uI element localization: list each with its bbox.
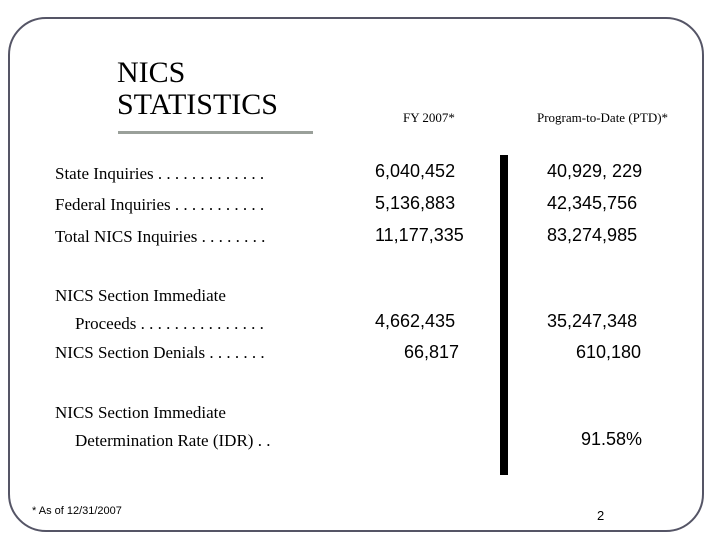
page-title	[117, 57, 278, 121]
row-fy-total: 11,177,335	[375, 225, 464, 245]
slide-frame	[8, 17, 704, 532]
idr-label-line-2: Determination Rate (IDR) . .	[75, 431, 271, 450]
denials-label: NICS Section Denials . . . . . . .	[55, 343, 265, 362]
row-label-federal: Federal Inquiries . . . . . . . . . . .	[55, 195, 265, 214]
denials-ptd: 610,180	[576, 342, 642, 362]
row-label-state: State Inquiries . . . . . . . . . . . . .	[55, 164, 265, 183]
proceeds-label-line-1: NICS Section Immediate	[55, 286, 226, 305]
denials-fy: 66,817	[404, 342, 460, 362]
proceeds-ptd: 35,247,348	[547, 311, 638, 331]
row-ptd-total: 83,274,985	[547, 225, 638, 245]
title-underline	[118, 131, 313, 134]
title-line-1: NICS	[117, 56, 186, 89]
page-number: 2	[597, 508, 605, 523]
idr-label-line-1: NICS Section Immediate	[55, 403, 226, 422]
column-header-fy: FY 2007*	[403, 110, 455, 125]
row-fy-federal: 5,136,883	[375, 193, 456, 213]
idr-ptd: 91.58%	[581, 429, 643, 449]
proceeds-fy: 4,662,435	[375, 311, 456, 331]
title-line-2: STATISTICS	[117, 88, 278, 121]
row-ptd-federal: 42,345,756	[547, 193, 638, 213]
row-fy-state: 6,040,452	[375, 161, 456, 181]
column-header-ptd: Program-to-Date (PTD)*	[537, 110, 669, 125]
footnote: * As of 12/31/2007	[32, 505, 122, 517]
proceeds-label-line-2: Proceeds . . . . . . . . . . . . . . .	[75, 314, 264, 333]
row-label-total: Total NICS Inquiries . . . . . . . .	[55, 227, 266, 246]
column-divider	[500, 155, 508, 475]
row-ptd-state: 40,929, 229	[547, 161, 643, 181]
